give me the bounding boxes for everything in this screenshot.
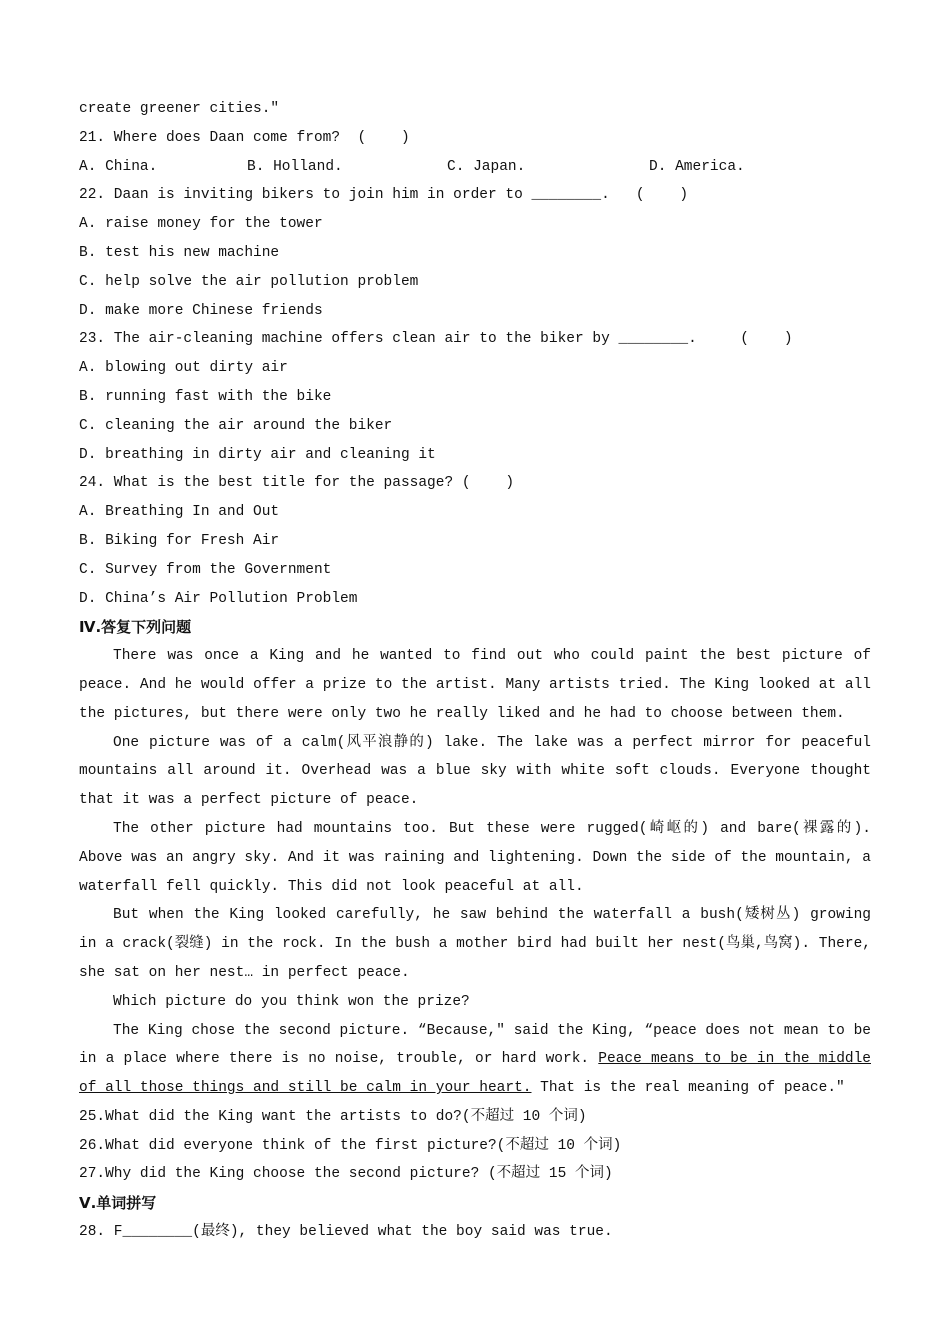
passage-paragraph: Which picture do you think won the prize? [113,993,470,1010]
passage-paragraph: The other picture had mountains too. But these were rugged(崎岖的) and bare(裸露的). Above was an angry sky. And it was raining and lightening. Down the side of the mountain, a waterfall fell quickly. This did not look peaceful at all. [79,820,871,895]
question-27: 27.Why did the King choose the second picture? (不超过 15 个词) [79,1166,613,1183]
option-a: A. blowing out dirty air [79,360,288,377]
section-heading: Ⅳ.答复下列问题 [79,618,192,637]
option-b: B. Biking for Fresh Air [79,532,280,549]
option-b: B. Holland. [247,158,343,175]
option-d: D. breathing in dirty air and cleaning it [79,446,436,463]
paragraph-text: That is the real meaning of peace.″ [531,1080,845,1097]
question-22: 22. Daan is inviting bikers to join him in order to ________. ( ) [79,187,689,204]
underlined-sentence: Peace means to be in the middle of all those things and still be calm in your heart. [79,1051,871,1097]
passage-paragraph: There was once a King and he wanted to find out who could paint the best picture of peace. And he would offer a prize to the artist. Many artists tried. The King looked at all the pictures, but there were only two he really liked and he had to choose between them. [79,648,871,722]
option-a: A. raise money for the tower [79,216,323,233]
question-24: 24. What is the best title for the passage? ( ) [79,475,515,492]
option-c: C. help solve the air pollution problem [79,273,419,290]
option-a: A. China. [79,158,158,175]
option-b: B. test his new machine [79,244,280,261]
question-28: 28. F________(最终), they believed what the boy said was true. [79,1224,613,1241]
paragraph-text: The King chose the second picture. “Because,″ said the King, “peace does not mean to be in a place where there is no noise, trouble, or hard work. [79,1022,871,1068]
option-d: D. America. [649,158,745,175]
passage-paragraph: One picture was of a calm(风平浪静的) lake. The lake was a perfect mirror for peaceful mountains all around it. Overhead was a blue sky with white soft clouds. Everyone thought that it was a perfect picture of peace. [79,734,871,809]
question-23: 23. The air-cleaning machine offers clean air to the biker by ________. ( ) [79,331,793,348]
section-heading: Ⅴ.单词拼写 [79,1194,157,1213]
question-25: 25.What did the King want the artists to do?(不超过 10 个词) [79,1108,587,1125]
passage-paragraph: But when the King looked carefully, he saw behind the waterfall a bush(矮树丛) growing in a crack(裂缝) in the rock. In the bush a mother bird had built her nest(鸟巢,鸟窝). There, she sat on her nest… in perfect peace. [79,907,871,981]
question-26: 26.What did everyone think of the first picture?(不超过 10 个词) [79,1137,622,1154]
option-b: B. running fast with the bike [79,388,332,405]
option-a: A. Breathing In and Out [79,504,280,521]
option-c: C. cleaning the air around the biker [79,417,393,434]
question-21-options [79,153,871,182]
passage-paragraph [79,1017,871,1103]
option-d: D. make more Chinese friends [79,302,323,319]
option-c: C. Survey from the Government [79,561,332,578]
option-d: D. China’s Air Pollution Problem [79,590,358,607]
option-c: C. Japan. [447,158,526,175]
question-21: 21. Where does Daan come from? ( ) [79,129,410,146]
document-page [79,95,871,1247]
intro-tail: create greener cities.″ [79,101,280,117]
